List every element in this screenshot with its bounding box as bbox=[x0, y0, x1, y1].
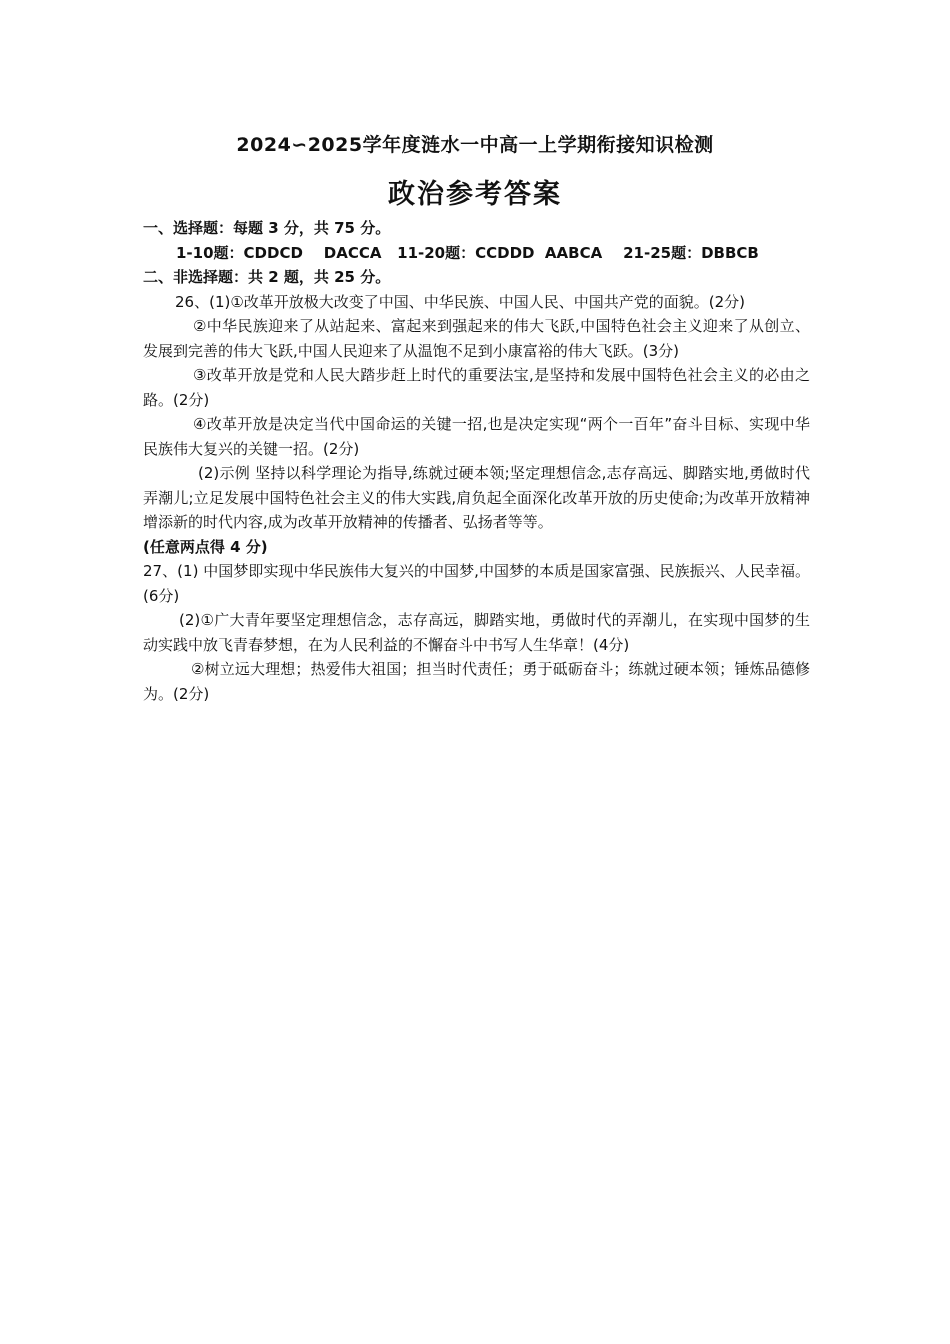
q26-scoring-note: (任意两点得 4 分) bbox=[143, 537, 268, 556]
multiple-choice-answers: 1-10题：CDDCD DACCA 11-20题：CCDDD AABCA 21-25题：DBBCB bbox=[176, 243, 759, 262]
q27-part2-point1: (2)①广大青年要坚定理想信念，志存高远，脚踏实地，勇做时代的弄潮儿，在实现中国梦的生动实践中放飞青春梦想，在为人民利益的不懈奋斗中书写人生华章！(4分) bbox=[143, 611, 810, 654]
q26-part2-answer: (2)示例 坚持以科学理论为指导,练就过硬本领;坚定理想信念,志存高远、脚踏实地,勇做时代弄潮儿;立足发展中国特色社会主义的伟大实践,肩负起全面深化改革开放的历史使命;为改革开放精神增添新的时代内容,成为改革开放精神的传播者、弘扬者等等。 bbox=[143, 464, 810, 531]
section-multiple-choice-heading: 一、选择题：每题 3 分，共 75 分。 bbox=[143, 219, 391, 237]
q26-part1-point4: ④改革开放是决定当代中国命运的关键一招,也是决定实现“两个一百年”奋斗目标、实现中华民族伟大复兴的关键一招。(2分) bbox=[143, 415, 810, 458]
exam-title: 2024∽2025学年度涟水一中高一上学期衔接知识检测 bbox=[236, 134, 714, 156]
q26-part1-point3: ③改革开放是党和人民大踏步赶上时代的重要法宝,是坚持和发展中国特色社会主义的必由之路。(2分) bbox=[143, 366, 810, 409]
answer-key-title: 政治参考答案 bbox=[388, 179, 562, 210]
q27-part2-point2: ②树立远大理想；热爱伟大祖国；担当时代责任；勇于砥砺奋斗；练就过硬本领；锤炼品德修为。(2分) bbox=[143, 660, 810, 703]
answer-body bbox=[143, 216, 810, 706]
q26-part1-point1: 26、(1)①改革开放极大改变了中国、中华民族、中国人民、中国共产党的面貌。(2分) bbox=[175, 292, 746, 311]
q26-part1-point2: ②中华民族迎来了从站起来、富起来到强起来的伟大飞跃,中国特色社会主义迎来了从创立、发展到完善的伟大飞跃,中国人民迎来了从温饱不足到小康富裕的伟大飞跃。(3分) bbox=[143, 317, 810, 360]
section-open-questions-heading: 二、非选择题：共 2 题，共 25 分。 bbox=[143, 268, 391, 286]
q27-part1-answer: 27、(1) 中国梦即实现中华民族伟大复兴的中国梦,中国梦的本质是国家富强、民族振兴、人民幸福。(6分) bbox=[143, 562, 810, 605]
